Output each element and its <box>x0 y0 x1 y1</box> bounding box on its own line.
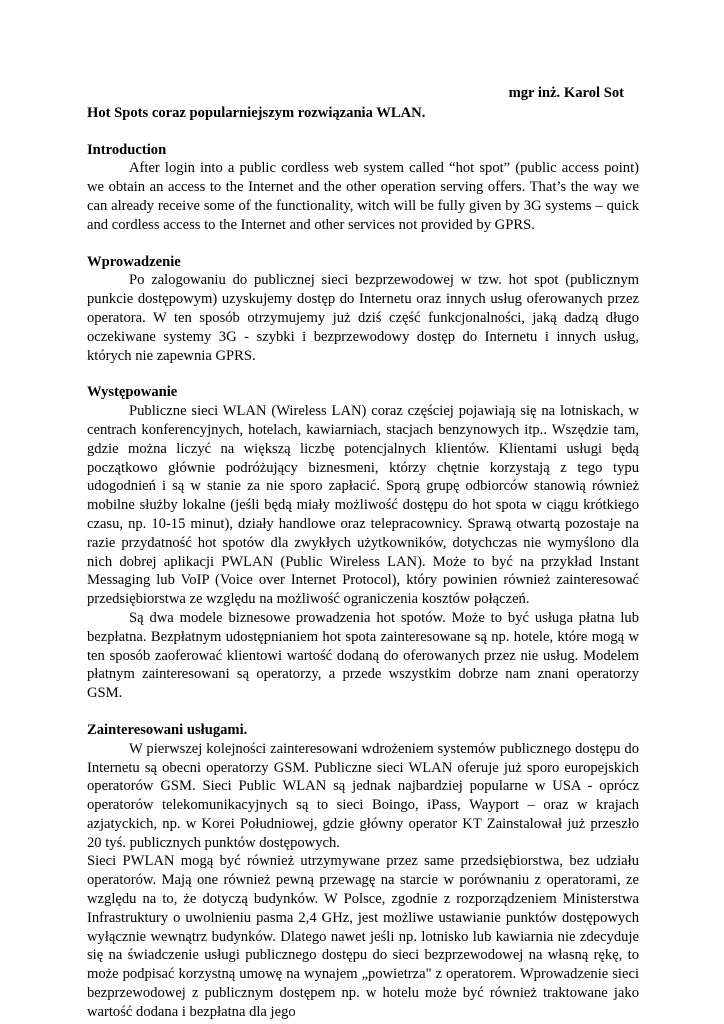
section-heading: Wprowadzenie <box>87 253 181 270</box>
paragraph: After login into a public cordless web system called “hot spot” (public access point) we obtain an access to the Internet and the other operation serving offers. That’s the way we can already receive some of the functionality, witch will be fully given by 3G systems – quick and cordless access to the Internet and other services not provided by GPRS. <box>87 160 639 233</box>
paragraph: Publiczne sieci WLAN (Wireless LAN) coraz częściej pojawiają się na lotniskach, w centrach konferencyjnych, hotelach, kawiarniach, stacjach benzynowych itp.. Wszędzie tam, gdzie można liczyć na większą liczbę potencjalnych klientów. Klientami usługi będą początkowo głównie podróżujący biznesmeni, którzy chętnie korzystają z tego typu udogodnień i są w stanie za nie sporo zapłacić. Sporą grupę odbiorców stanowią również mobilne służby lokalne (jeśli będą miały możliwość dostępu do hot spota w ciągu krótkiego czasu, np. 10-15 minut), działy handlowe oraz telepracownicy. Sprawą otwartą pozostaje na razie przydatność hot spotów dla zwykłych użytkowników, dotychczas nie wymyślono dla nich dobrej aplikacji PWLAN (Public Wireless LAN). Może to być na przykład Instant Messaging lub VoIP (Voice over Internet Protocol), który powinien również zainteresować przedsiębiorstwa ze względu na możliwość ograniczenia kosztów połączeń. <box>87 403 639 608</box>
document-page <box>87 84 639 1022</box>
section-heading: Występowanie <box>87 384 178 401</box>
paragraph: Po zalogowaniu do publicznej sieci bezprzewodowej w tzw. hot spot (publicznym punkcie dostępowym) uzyskujemy dostęp do Internetu oraz innych usług oferowanych przez operatora. W ten sposób otrzymujemy już dziś część funkcjonalności, jaką dadzą długo oczekiwane systemy 3G - szybki i bezprzewodowy dostęp do Internetu i innych usług, których nie zapewnia GPRS. <box>87 272 639 364</box>
section-introduction <box>87 141 639 235</box>
section-zainteresowani <box>87 721 639 1022</box>
section-heading: Introduction <box>87 141 167 158</box>
paragraph: Sieci PWLAN mogą być również utrzymywane przez same przedsiębiorstwa, bez udziału operatorów. Mają one również pewną przewagę na starcie w porównaniu z operatorami, ze względu na to, że dotyczą budynków. W Polsce, zgodnie z rozporządzeniem Ministerstwa Infrastruktury o uwolnieniu pasma 2,4 GHz, jest możliwe ustawianie punktów dostępowych wyłącznie wewnątrz budynków. Dlatego nawet jeśli np. lotnisko lub kawiarnia nie zdecyduje się na świadczenie usługi publicznego dostępu do sieci bezprzewodowej na własną rękę, to może podpisać korzystną umowę na wynajem „powietrza" z operatorem. Wprowadzenie sieci bezprzewodowej z publicznym dostępem np. w hotelu może być również traktowane jako wartość dodana i bezpłatna dla jego <box>87 853 639 1020</box>
author-name: mgr inż. Karol Sot <box>508 85 624 101</box>
section-wystepowanie <box>87 383 639 703</box>
paragraph: W pierwszej kolejności zainteresowani wdrożeniem systemów publicznego dostępu do Internetu są obecni operatorzy GSM. Publiczne sieci WLAN oferuje już sporo europejskich operatorów GSM. Sieci Public WLAN są jednak najbardziej popularne w USA - oprócz operatorów telekomunikacyjnych są to sieci Boingo, iPass, Wayport – oraz w krajach azjatyckich, np. w Korei Południowej, gdzie główny operator KT Zainstalował już przeszło 20 tyś. publicznych punktów dostępowych. <box>87 740 639 851</box>
section-wprowadzenie <box>87 253 639 366</box>
section-heading: Zainteresowani usługami. <box>87 721 248 738</box>
document-title: Hot Spots coraz popularniejszym rozwiązania WLAN. <box>87 104 426 121</box>
paragraph: Są dwa modele biznesowe prowadzenia hot spotów. Może to być usługa płatna lub bezpłatna. Bezpłatnym udostępnianiem hot spota zainteresowane są np. hotele, które mogą w ten sposób zaoferować klientowi wartość dodaną do oferowanych przez nie usług. Modelem płatnym zainteresowani są operatorzy, a przede wszystkim dobrze nam znani operatorzy GSM. <box>87 609 639 702</box>
